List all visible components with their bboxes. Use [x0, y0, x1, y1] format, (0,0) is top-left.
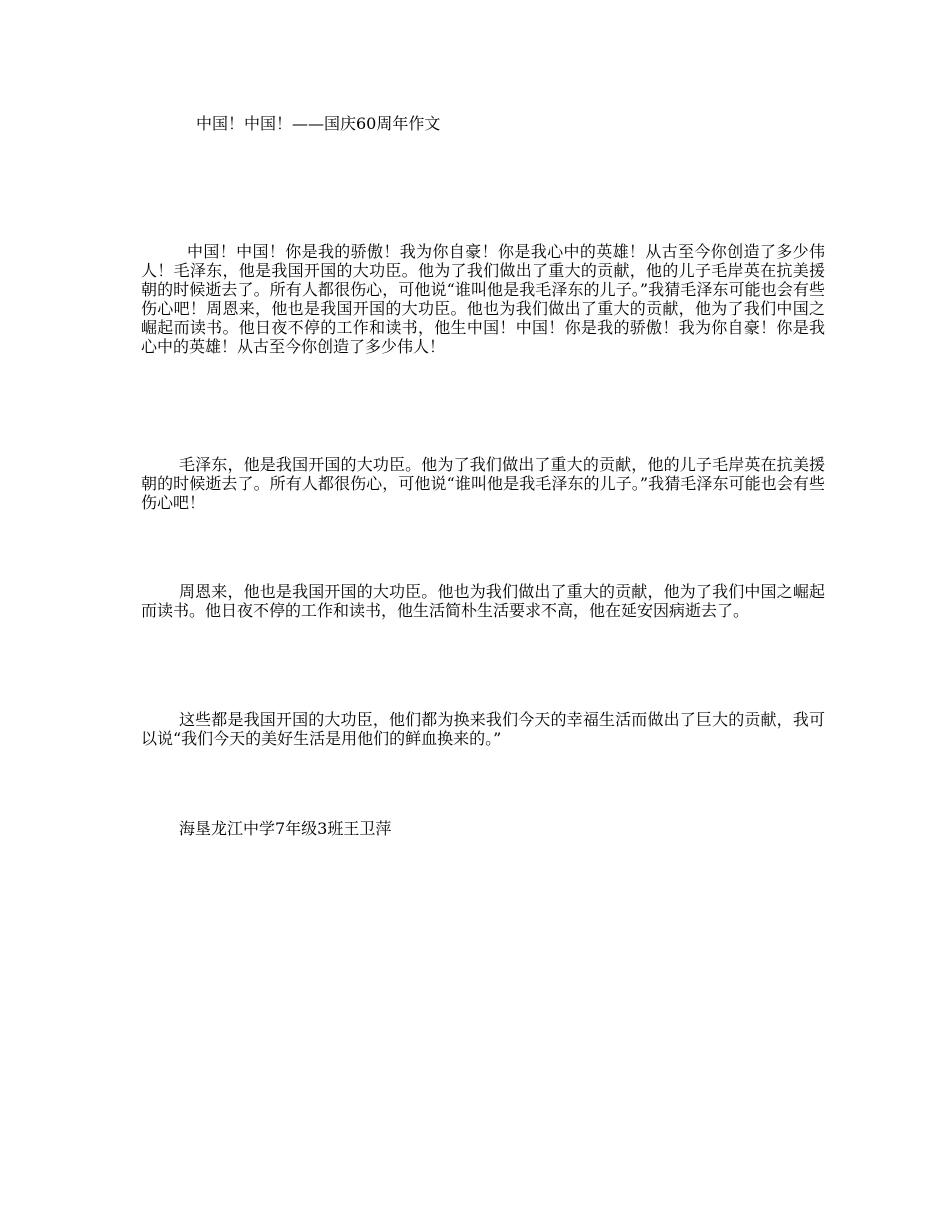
paragraph-zhou-enlai: 周恩来，他也是我国开国的大功臣。他也为我们做出了重大的贡献，他为了我们中国之崛起而读书。他日夜不停的工作和读书，他生活简朴生活要求不高，他在延安因病逝去了。: [141, 582, 825, 620]
paragraph-conclusion: 这些都是我国开国的大功臣，他们都为换来我们今天的幸福生活而做出了巨大的贡献，我可以说“我们今天的美好生活是用他们的鲜血换来的。”: [141, 710, 825, 748]
document-title: 中国！中国！——国庆60周年作文: [196, 114, 441, 133]
author-signature: 海垦龙江中学7年级3班王卫萍: [179, 819, 392, 838]
paragraph-intro: 中国！中国！你是我的骄傲！我为你自豪！你是我心中的英雄！从古至今你创造了多少伟人！毛泽东，他是我国开国的大功臣。他为了我们做出了重大的贡献，他的儿子毛岸英在抗美援朝的时候逝去了。所有人都很伤心，可他说“谁叫他是我毛泽东的儿子。”我猜毛泽东可能也会有些伤心吧！周恩来，他也是我国开国的大功臣。他也为我们做出了重大的贡献，他为了我们中国之崛起而读书。他日夜不停的工作和读书，他生中国！中国！你是我的骄傲！我为你自豪！你是我心中的英雄！从古至今你创造了多少伟人！: [141, 242, 825, 356]
paragraph-mao-zedong: 毛泽东，他是我国开国的大功臣。他为了我们做出了重大的贡献，他的儿子毛岸英在抗美援朝的时候逝去了。所有人都很伤心，可他说“谁叫他是我毛泽东的儿子。”我猜毛泽东可能也会有些伤心吧！: [141, 455, 825, 512]
